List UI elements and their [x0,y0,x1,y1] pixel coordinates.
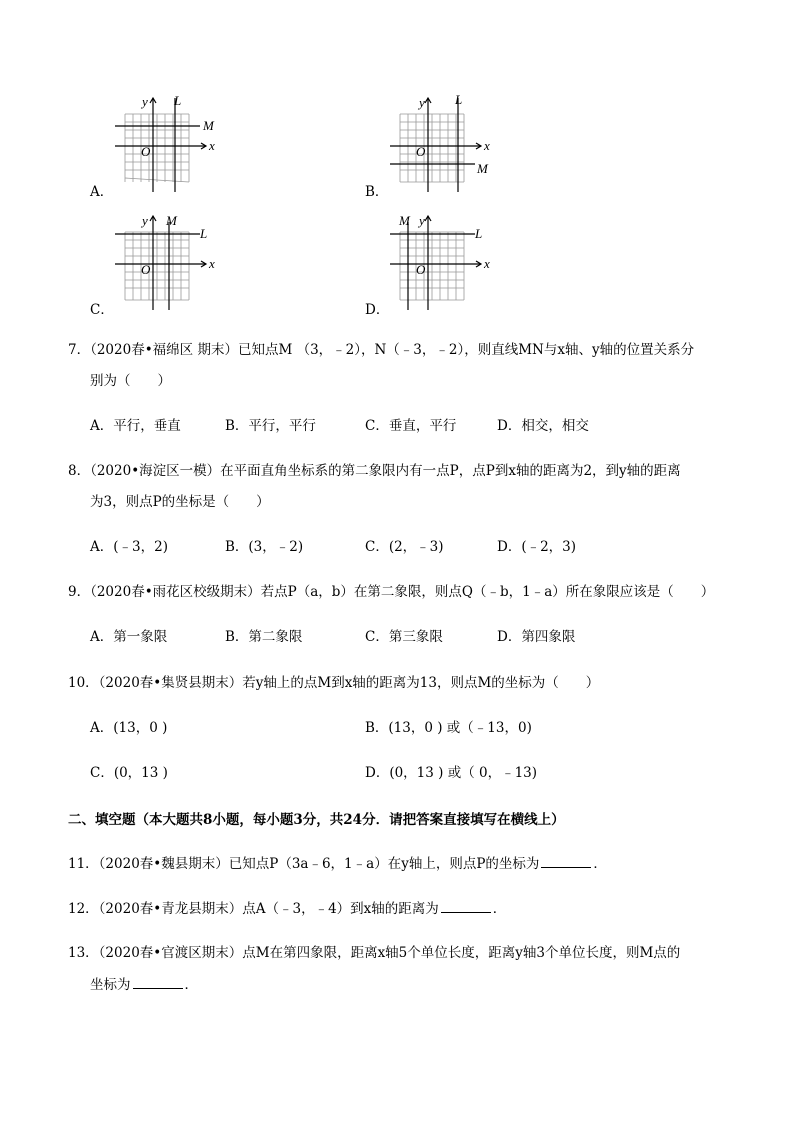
q8-option-a[interactable]: A．(﹣3，2) [90,539,168,555]
q13-end: ． [184,977,198,993]
line-l-label: L [455,92,463,107]
q8-option-b[interactable]: B．(3，﹣2) [225,539,304,555]
y-axis-label: y [142,213,148,228]
x-axis-label: x [484,256,490,271]
q11-stem [68,853,607,874]
q13-text: 坐标为 [90,977,131,993]
q9-option-b[interactable]: B．第二象限 [225,629,303,645]
q12-text: 12．（2020春•青龙县期末）点A（﹣3，﹣4）到x轴的距离为 [68,901,439,917]
option-c-graph [110,210,230,314]
y-axis-label: y [419,95,425,110]
q7-option-d[interactable]: D．相交，相交 [497,418,589,434]
q10-option-c[interactable]: C．(0，13 ) [90,765,168,781]
q7-stem-line1: 7．（2020春•福绵区 期末）已知点M （3，﹣2），N（﹣3，﹣2），则直线MN与x轴、y轴的位置关系分 [68,342,695,358]
q11-end: ． [593,856,607,872]
origin-label: O [416,262,426,277]
q7-stem-line2: 别为（ ） [90,373,171,389]
line-m-label: M [399,213,410,228]
section-2-heading: 二、填空题（本大题共8小题，每小题3分，共24分．请把答案直接填写在横线上） [68,812,565,828]
x-axis-label: x [209,138,215,153]
q9-option-c[interactable]: C．第三象限 [365,629,443,645]
option-b-graph [385,92,505,196]
q8-stem-line2: 为3，则点P的坐标是（ ） [90,494,270,510]
line-m-label: M [166,213,177,228]
q12-end: ． [492,901,507,917]
q13-stem-line2 [90,974,198,995]
y-axis-label: y [419,213,425,228]
line-l-label: L [200,226,208,241]
q8-option-d[interactable]: D．(﹣2，3) [497,539,577,555]
line-m-label: M [203,118,214,133]
q10-option-b[interactable]: B．(13，0 ) 或（﹣13，0) [365,720,532,736]
q11-answer-blank[interactable] [541,853,591,868]
q10-stem-line1: 10．（2020春•集贤县期末）若y轴上的点M到x轴的距离为13，则点M的坐标为（ ） [68,675,600,691]
option-a-graph [110,92,230,196]
q7-option-b[interactable]: B．平行，平行 [225,418,316,434]
q13-stem-line1: 13．（2020春•官渡区期末）点M在第四象限，距离x轴5个单位长度，距离y轴3个单位长度，则M点的 [68,945,681,961]
q7-option-c[interactable]: C．垂直，平行 [365,418,457,434]
origin-label: O [416,144,426,159]
line-l-label: L [475,226,483,241]
line-l-label: L [174,93,182,108]
x-axis-label: x [209,256,215,271]
q7-option-a[interactable]: A．平行，垂直 [90,418,181,434]
option-b-label[interactable]: B． [365,184,389,200]
x-axis-label: x [484,138,490,153]
q12-answer-blank[interactable] [441,898,491,913]
line-m-label: M [477,161,488,176]
origin-label: O [141,144,151,159]
y-axis-label: y [142,94,148,109]
option-c-label[interactable]: C． [90,302,114,318]
q8-stem-line1: 8．（2020•海淀区一模）在平面直角坐标系的第二象限内有一点P，点P到x轴的距离为2，到y轴的距离 [68,463,681,479]
q10-option-d[interactable]: D．(0，13 ) 或（ 0，﹣13) [365,765,538,781]
option-d-label[interactable]: D． [365,302,390,318]
q8-option-c[interactable]: C．(2，﹣3) [365,539,444,555]
q9-stem-line1: 9．（2020春•雨花区校级期末）若点P（a，b）在第二象限，则点Q（﹣b，1﹣a）所在象限应该是（ ） [68,584,715,600]
origin-label: O [141,262,151,277]
option-a-label[interactable]: A． [90,184,114,200]
q13-answer-blank[interactable] [133,974,183,989]
q10-option-a[interactable]: A．(13，0 ) [90,720,168,736]
option-d-graph [385,210,505,314]
q9-option-a[interactable]: A．第一象限 [90,629,168,645]
q11-text: 11．（2020春•魏县期末）已知点P（3a﹣6，1﹣a）在y轴上，则点P的坐标为 [68,856,540,872]
q9-option-d[interactable]: D．第四象限 [497,629,576,645]
q12-stem [68,898,506,919]
